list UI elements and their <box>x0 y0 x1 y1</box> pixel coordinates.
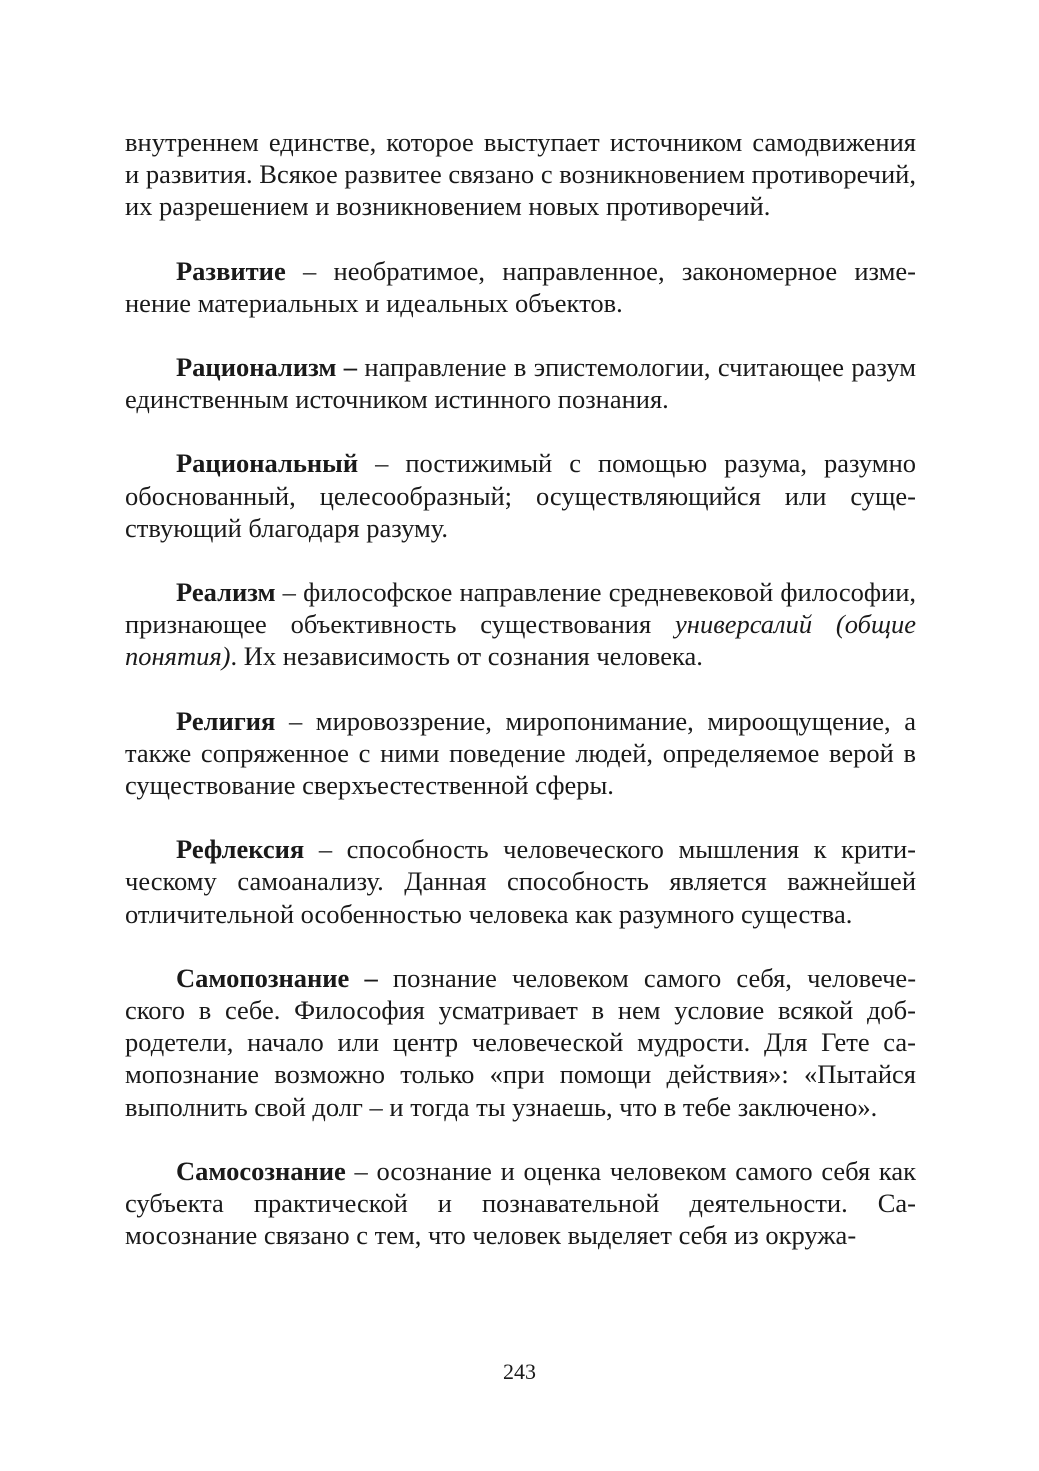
entry-definition: . Их независимость от сознания человека. <box>230 641 703 672</box>
entry-term: Развитие <box>176 255 286 286</box>
entry-razvitie <box>125 255 916 319</box>
entry-term: Рефлексия <box>176 834 305 865</box>
entry-term: Самопознание – <box>176 962 378 993</box>
entry-term: Реализм <box>176 577 276 608</box>
entry-term: Рациональный <box>176 448 359 479</box>
entry-definition: – способность человеческого мышления к критическому самоанализу. Данная способность является важнейшей отличительной особенностью человека как разумного существа. <box>125 834 916 929</box>
entry-definition: – осознание и оценка человеком самого себя как субъекта практической и познавательной деятельности. Самосознание связано с тем, что человек выделяет себя из окружа- <box>125 1155 916 1251</box>
entry-religiya <box>125 705 916 802</box>
entry-definition: – философское направление средневековой философии, признающее объективность существования <box>125 577 916 640</box>
entry-definition-italic: универсалий (общие понятия) <box>125 609 916 672</box>
entry-term: Рационализм – <box>176 352 358 383</box>
entry-definition: познание человеком самого себя, человеческого в себе. Философия усматривает в нем условие всякой добродетели, начало или центр человеческой мудрости. Для Гете самопознание возможно только «при помощи действия»: «Пытайся выполнить свой долг – и тогда ты узнаешь, что в тебе заключено». <box>125 962 917 1122</box>
entry-refleksiya <box>125 833 916 930</box>
entry-samosoznanie <box>125 1155 916 1252</box>
entry-definition: направление в эпистемологии, считающее разум единственным источником истинного познания. <box>125 352 916 415</box>
entry-ratsionalny <box>125 447 916 544</box>
entry-realizm <box>125 576 916 673</box>
opening-paragraph: внутреннем единстве, которое выступает источником самодвижения и развития. Всякое развитее связано с возникновением противоречий, их разрешением и возникновением новых противоречий. <box>125 127 916 222</box>
entry-samopoznanie <box>125 962 916 1123</box>
entry-term: Самосознание <box>176 1155 346 1186</box>
entry-ratsionalizm <box>125 351 916 415</box>
entry-definition: – постижимый с помощью разума, разумно обоснованный, целесообразный; осуществляющийся или существующий благодаря разуму. <box>125 448 916 543</box>
entry-term: Религия <box>176 705 276 736</box>
page-number: 243 <box>503 1359 536 1384</box>
page-body <box>125 126 916 1251</box>
entry-definition: – необратимое, направленное, закономерное изменение материальных и идеальных объектов. <box>125 255 916 318</box>
entry-definition: – мировоззрение, миропонимание, мироощущение, а также сопряженное с ними поведение людей, определяемое верой в существование сверхъестественной сферы. <box>125 705 916 801</box>
